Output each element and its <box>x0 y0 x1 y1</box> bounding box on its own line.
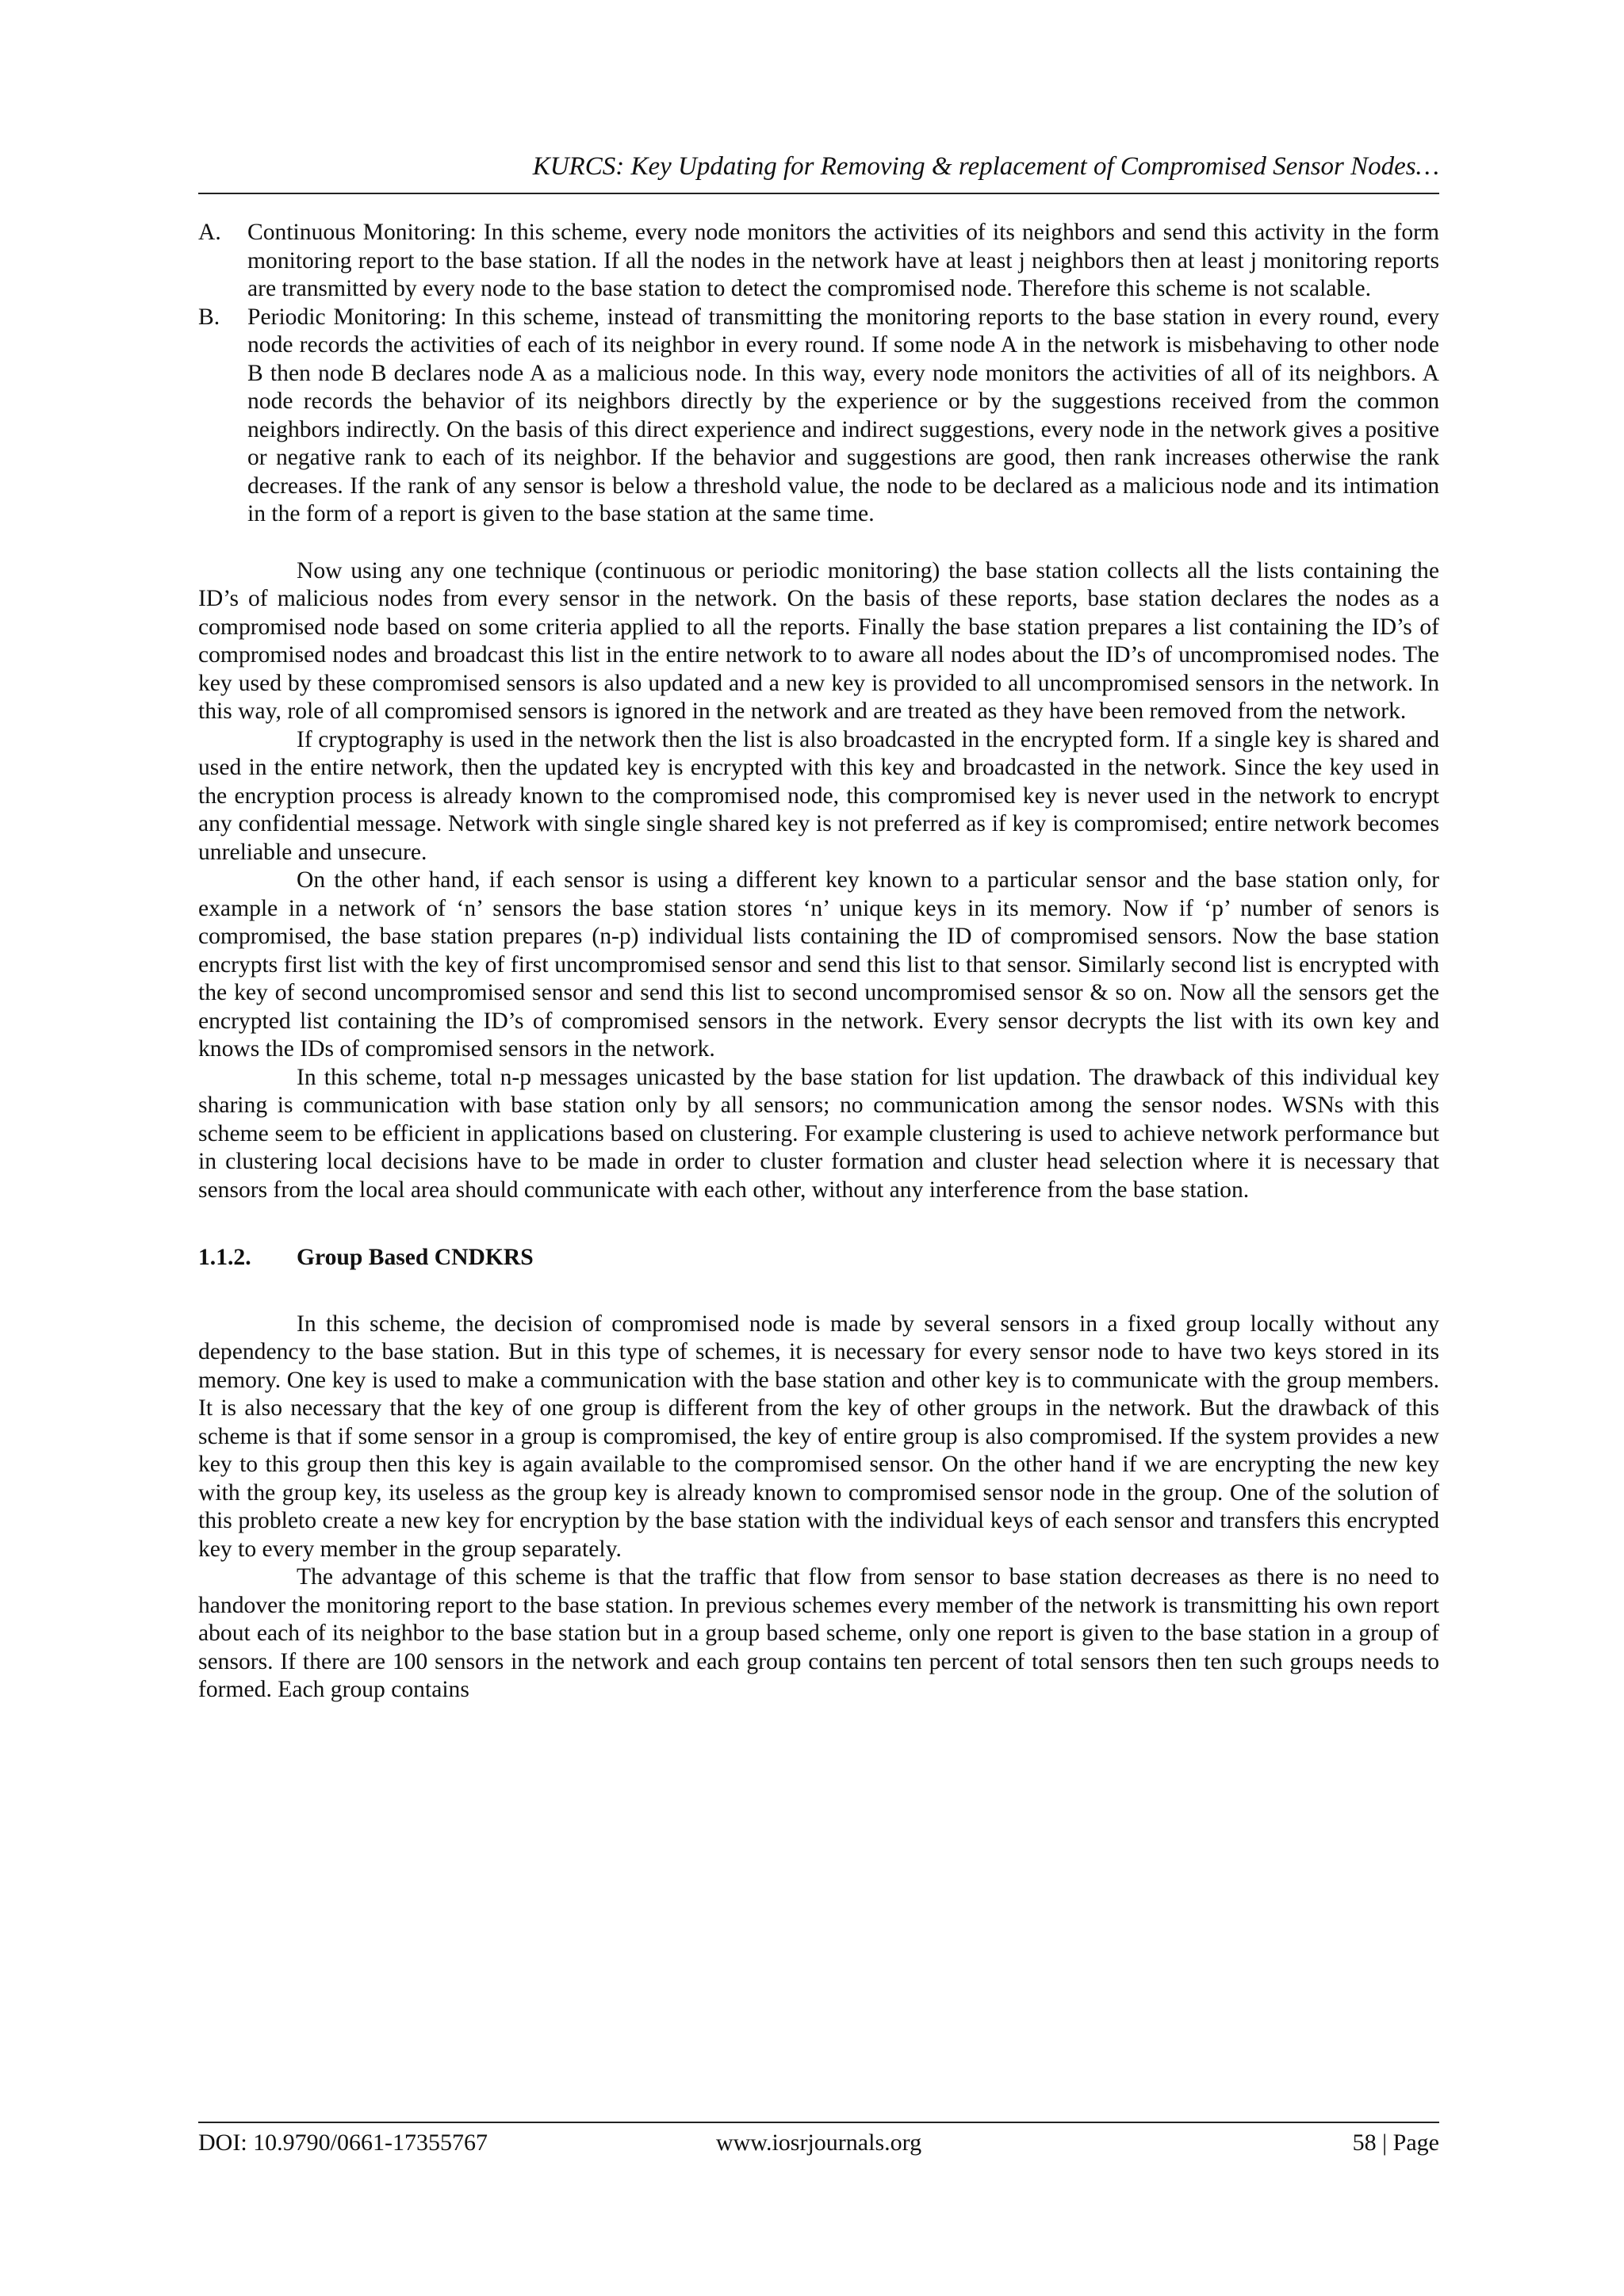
spacer <box>198 1204 1439 1233</box>
header-rule <box>198 193 1439 194</box>
footer-page-number: 58 | Page <box>1352 2130 1439 2156</box>
footer-rule <box>198 2122 1439 2123</box>
footer-doi: DOI: 10.9790/0661-17355767 <box>198 2130 488 2156</box>
paragraph: In this scheme, the decision of compromised node is made by several sensors in a fixed group locally without any dependency to the base station. But in this type of schemes, it is necessary for every sensor node to have two keys stored in its memory. One key is used to make a communication with the base station and other key is to communicate with the group members. It is also necessary that the key of one group is different from the key of other groups in the network. But the drawback of this scheme is that if some sensor in a group is compromised, the key of entire group is also compromised. If the system provides a new key to this group then this key is again available to the compromised sensor. On the other hand if we are encrypting the new key with the group key, its useless as the group key is already known to compromised sensor node in the group. One of the solution of this probleto create a new key for encryption by the base station with the individual keys of each sensor and transfers this encrypted key to every member in the group separately. <box>198 1311 1439 1562</box>
section-heading <box>198 1244 1439 1272</box>
running-header: KURCS: Key Updating for Removing & replacement of Compromised Sensor Nodes… <box>532 152 1439 181</box>
paragraph: The advantage of this scheme is that the traffic that flow from sensor to base station decreases as there is no need to handover the monitoring report to the base station. In previous schemes every member of the network is transmitting his own report about each of its neighbor to the base station but in a group based scheme, only one report is given to the base station in a group of sensors. If there are 100 sensors in the network and each group contains ten percent of total sensors then ten such groups needs to formed. Each group contains <box>198 1564 1439 1702</box>
paragraph: On the other hand, if each sensor is using a different key known to a particular sensor and the base station only, for example in a network of ‘n’ sensors the base station stores ‘n’ unique keys in its memory. Now if ‘p’ number of senors is compromised, the base station prepares (n-p) individual lists containing the ID of compromised sensors. Now the base station encrypts first list with the key of first uncompromised sensor and send this list to that sensor. Similarly second list is encrypted with the key of second uncompromised sensor and send this list to second uncompromised sensor & so on. Now all the sensors get the encrypted list containing the ID’s of compromised sensors in the network. Every sensor decrypts the list with its own key and knows the IDs of compromised sensors in the network. <box>198 867 1439 1062</box>
paragraph: If cryptography is used in the network then the list is also broadcasted in the encrypted form. If a single key is shared and used in the entire network, then the updated key is encrypted with this key and broadcasted in the network. Since the key used in the encryption process is already known to the compromised node, this compromised key is never used in the network to encrypt any confidential message. Network with single single shared key is not preferred as if key is compromised; entire network becomes unreliable and unsecure. <box>198 726 1439 865</box>
list-item-continuous-monitoring <box>198 219 1439 304</box>
list-item-text: Periodic Monitoring: In this scheme, instead of transmitting the monitoring reports to the base station in every round, every node records the activities of each of its neighbor in every round. If some node A in the network is misbehaving to other node B then node B declares node A as a malicious node. In this way, every node monitors the activities of all of its neighbors. A node records the behavior of its neighbors directly by the experience or by the suggestions received from the common neighbors indirectly. On the basis of this direct experience and indirect suggestions, every node in the network gives a positive or negative rank to each of its neighbor. If the behavior and suggestions are good, then rank increases otherwise the rank decreases. If the rank of any sensor is below a threshold value, the node to be declared as a malicious node and its intimation in the form of a report is given to the base station at the same time. <box>247 304 1439 526</box>
spacer <box>198 529 1439 557</box>
list-marker: B. <box>198 304 220 330</box>
section-number: 1.1.2. <box>198 1245 251 1270</box>
body-text <box>198 219 1439 1705</box>
list-item-text: Continuous Monitoring: In this scheme, every node monitors the activities of its neighbors and send this activity in the form monitoring report to the base station. If all the nodes in the network have at least j neighbors then at least j monitoring reports are transmitted by every node to the base station to detect the compromised node. Therefore this scheme is not scalable. <box>247 220 1439 301</box>
list-marker: A. <box>198 220 221 245</box>
paragraph: In this scheme, total n-p messages unicasted by the base station for list updation. The drawback of this individual key sharing is communication with base station only by all sensors; no communication among the sensor nodes. WSNs with this scheme seem to be efficient in applications based on clustering. For example clustering is used to achieve network performance but in clustering local decisions have to be made in order to cluster formation and cluster head selection where it is necessary that sensors from the local area should communicate with each other, without any interference from the base station. <box>198 1064 1439 1203</box>
list-item-periodic-monitoring <box>198 304 1439 529</box>
paragraph: Now using any one technique (continuous or periodic monitoring) the base station collects all the lists containing the ID’s of malicious nodes from every sensor in the network. On the basis of these reports, base station declares the nodes as a compromised node based on some criteria applied to all the reports. Finally the base station prepares a list containing the ID’s of compromised nodes and broadcast this list in the entire network to to aware all nodes about the ID’s of uncompromised nodes. The key used by these compromised sensors is also updated and a new key is provided to all uncompromised sensors in the network. In this way, role of all compromised sensors is ignored in the network and are treated as they have been removed from the network. <box>198 557 1439 724</box>
footer-website-link[interactable]: www.iosrjournals.org <box>715 2130 922 2156</box>
section-title: Group Based CNDKRS <box>297 1245 534 1270</box>
